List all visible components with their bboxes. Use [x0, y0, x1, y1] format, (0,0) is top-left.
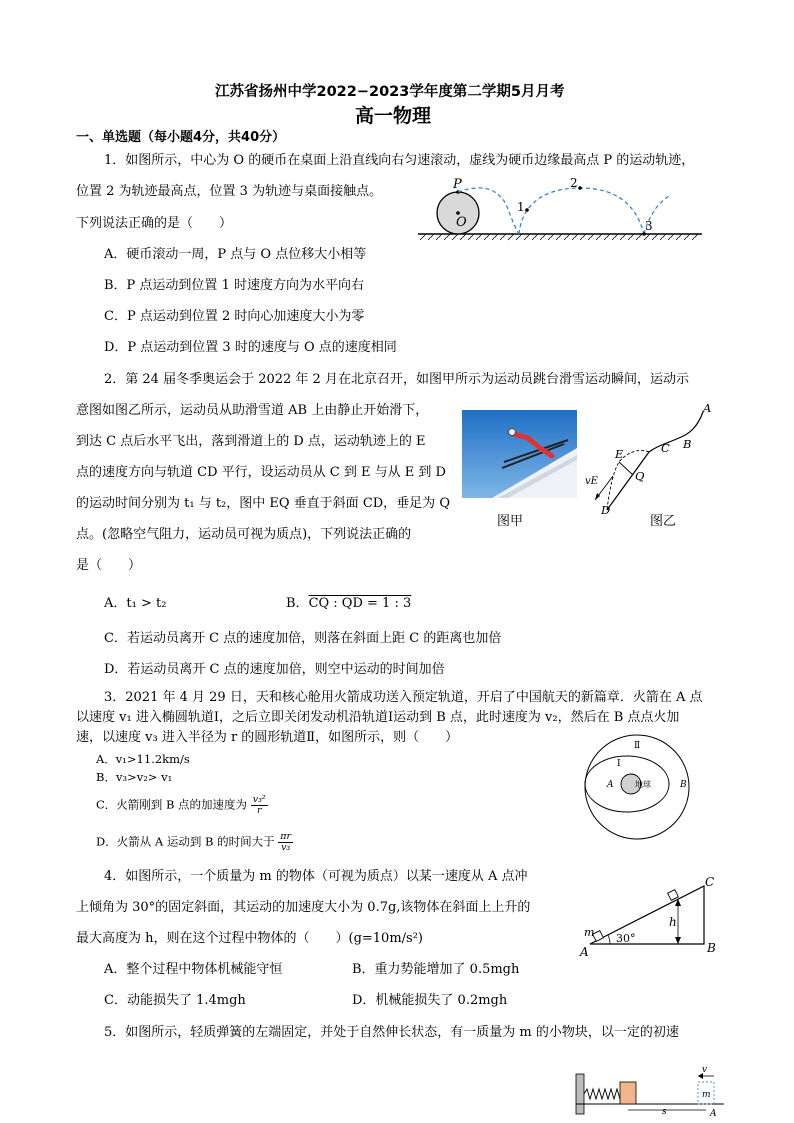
q3-label-ii: Ⅱ [634, 741, 641, 751]
q4-angle-arc [608, 935, 610, 944]
q2-slope-diagram [585, 400, 725, 518]
q4-line3: 最大高度为 h，则在这个过程中物体的（ ）(g=10m/s²) [76, 931, 423, 946]
q3-option-d-denominator: v₃ [281, 842, 291, 853]
q3-label-i: Ⅰ [617, 759, 621, 769]
q1-trajectory-arc-2 [519, 188, 644, 234]
q2-label-d: D [601, 503, 611, 517]
q3-label-b: B [680, 780, 687, 790]
q2-line4: 点的速度方向与轨道 CD 平行，设运动员从 C 到 E 与从 E 到 D [76, 465, 446, 480]
q5-line1: 5．如图所示，轻质弹簧的左端固定，并处于自然伸长状态，有一质量为 m 的小物块，以一定的初速 [104, 1025, 679, 1040]
q3-label-earth: 地球 [635, 780, 651, 789]
q2-caption-a: 图甲 [497, 514, 524, 529]
q2-line5: 的运动时间分别为 t₁ 与 t₂，图中 EQ 垂直于斜面 CD，垂足为 Q [76, 496, 450, 511]
q4-label-angle: 30° [616, 932, 636, 945]
q3-line2: 以速度 v₁ 进入椭圆轨道Ⅰ，之后立即关闭发动机沿轨道Ⅰ运动到 B 点，此时速度为 v₂，然后在 B 点点火加 [76, 710, 680, 725]
q3-option-c-fraction [251, 795, 268, 816]
q4-line1: 4．如图所示，一个质量为 m 的物体（可视为质点）以某一速度从 A 点冲 [104, 869, 528, 884]
q2-line6: 点。(忽略空气阻力，运动员可视为质点)，下列说法正确的 [76, 527, 412, 542]
q5-label-m: m [702, 1090, 711, 1100]
q3-option-c-numerator: v₃² [252, 794, 266, 805]
q2-option-c: C．若运动员离开 C 点的速度加倍，则落在斜面上距 C 的距离也加倍 [104, 631, 502, 646]
q1-option-b: B．P 点运动到位置 1 时速度方向为水平向右 [104, 278, 364, 293]
q2-line3: 到达 C 点后水平飞出，落到滑道上的 D 点，运动轨迹上的 E [76, 434, 426, 449]
q4-label-a: A [580, 945, 589, 959]
q4-label-b: B [707, 941, 716, 955]
q1-label-2: 2 [570, 176, 578, 190]
q1-label-o: O [456, 215, 467, 230]
q5-label-s: s [662, 1107, 667, 1117]
q1-pos1-dot [525, 208, 529, 212]
q2-caption-b: 图乙 [650, 514, 677, 529]
q5-wall [576, 1074, 584, 1114]
q4-label-m: m [584, 926, 595, 939]
q4-option-d: D．机械能损失了 0.2mgh [352, 993, 508, 1008]
q1-line3: 下列说法正确的是（ ） [76, 216, 233, 231]
q5-block [620, 1082, 636, 1104]
exam-subject: 高一物理 [355, 105, 432, 127]
q2-label-b: B [683, 437, 692, 451]
q2-option-b [286, 596, 411, 612]
q1-label-1: 1 [517, 200, 525, 214]
q2-label-ve: vE [585, 476, 598, 487]
q4-label-h: h [669, 915, 677, 929]
q3-option-d-text: D．火箭从 A 运动到 B 的时间大于 [96, 834, 275, 849]
q2-label-a: A [703, 401, 712, 415]
q2-label-e: E [615, 447, 624, 461]
q4-option-a: A．整个过程中物体机械能守恒 [104, 962, 283, 977]
q4-height-arrow-down [675, 937, 681, 944]
q1-ground-hatch [420, 234, 698, 240]
q1-option-d: D．P 点运动到位置 3 时的速度与 O 点的速度相同 [104, 340, 397, 355]
q3-option-c-text: C．火箭刚到 B 点的加速度为 [96, 797, 248, 812]
q2-option-b-prefix: B． [286, 596, 309, 611]
q3-option-c-denominator: r [256, 805, 262, 816]
q4-option-b: B．重力势能增加了 0.5mgh [352, 962, 520, 977]
q5-label-v: v [702, 1065, 708, 1075]
q1-option-c: C．P 点运动到位置 2 时向心加速度大小为零 [104, 309, 365, 324]
q3-option-a: A．v₁>11.2km/s [96, 752, 190, 766]
q4-incline-figure [572, 874, 722, 960]
q5-spring-figure [574, 1062, 734, 1122]
q3-option-d-numerator: πr [280, 831, 292, 842]
q2-line2: 意图如图乙所示，运动员从助滑雪道 AB 上由静止开始滑下， [76, 403, 429, 418]
q1-label-p: P [453, 177, 462, 192]
q1-pos2-dot [578, 186, 582, 190]
exam-title: 江苏省扬州中学2022−2023学年度第二学期5月月考 [215, 84, 565, 100]
q3-option-c [96, 795, 268, 816]
q2-line1: 2．第 24 届冬季奥运会于 2022 年 2 月在北京召开，如图甲所示为运动员跳台滑雪运动瞬间，运动示 [104, 372, 689, 387]
q5-spring [584, 1089, 623, 1099]
q2-label-c: C [661, 441, 670, 455]
q5-label-a: A [710, 1109, 717, 1119]
q4-block-top [668, 890, 679, 901]
section-heading: 一、单选题（每小题4分，共40分） [76, 130, 286, 145]
q2-ramp-ab [649, 412, 703, 452]
q3-line1: 3．2021 年 4 月 29 日，天和核心舱用火箭成功送入预定轨道，开启了中国航天的新篇章．火箭在 A 点 [104, 690, 703, 705]
q2-ski-photo [462, 410, 577, 498]
q2-option-b-expr: CQ : QD = 1 : 3 [308, 596, 412, 611]
q2-line7: 是（ ） [76, 558, 142, 573]
q4-label-c: C [705, 875, 715, 889]
q2-option-a: A．t₁ > t₂ [104, 596, 167, 611]
q3-label-a: A [607, 780, 614, 790]
q3-option-b: B．v₃>v₂> v₁ [96, 770, 173, 784]
q1-coin-figure [414, 174, 704, 244]
q3-line3: 速，以速度 v₃ 进入半径为 r 的圆形轨道Ⅱ，如图所示，则（ ） [76, 730, 459, 745]
q1-option-a: A．硬币滚动一周，P 点与 O 点位移大小相等 [104, 247, 367, 262]
q1-label-3: 3 [645, 219, 653, 233]
q1-line2: 位置 2 为轨迹最高点，位置 3 为轨迹与桌面接触点。 [76, 184, 383, 199]
q3-orbit-figure [582, 733, 692, 843]
q4-incline-triangle [590, 886, 704, 944]
q2-segment-eq [619, 462, 633, 475]
q4-line2: 上倾角为 30°的固定斜面，其运动的加速度大小为 0.7g,该物体在斜面上上升的 [76, 900, 531, 915]
q2-label-q: Q [635, 469, 645, 483]
q1-line1: 1．如图所示，中心为 O 的硬币在桌面上沿直线向右匀速滚动，虚线为硬币边缘最高点 P 的运动轨迹， [104, 153, 695, 168]
q3-option-d-fraction [278, 832, 293, 853]
q3-option-d [96, 832, 293, 853]
q2-option-d: D．若运动员离开 C 点的速度加倍，则空中运动的时间加倍 [104, 662, 445, 677]
q4-option-c: C．动能损失了 1.4mgh [104, 993, 246, 1008]
